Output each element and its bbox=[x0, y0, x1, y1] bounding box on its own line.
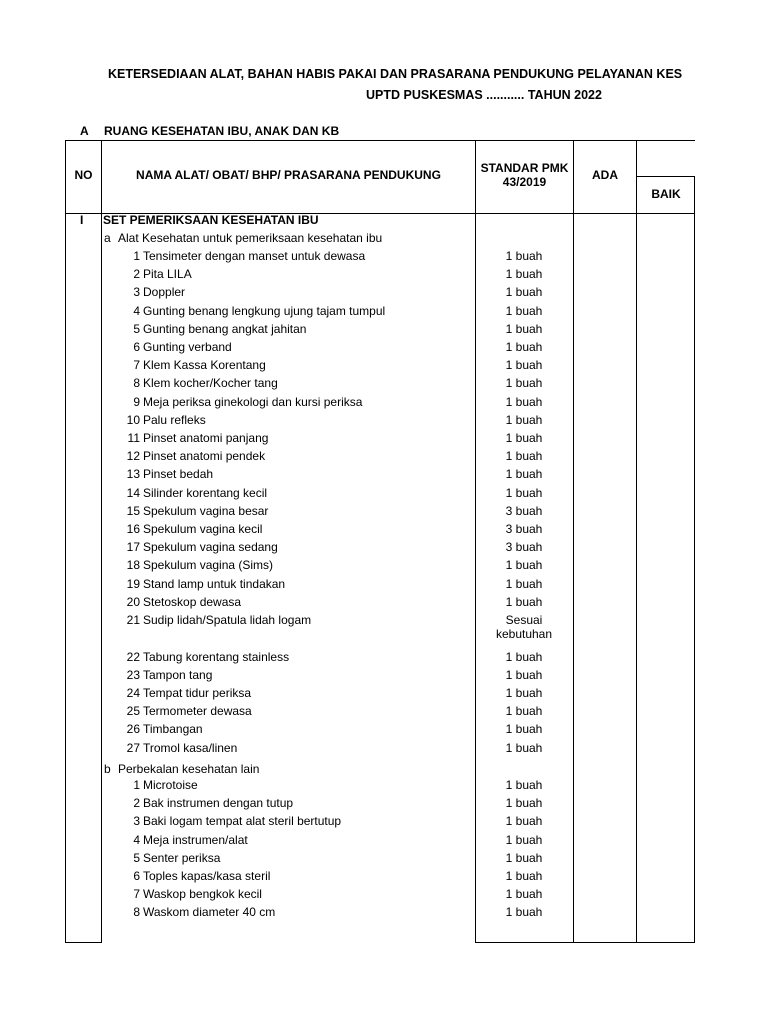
item-standard: 1 buah bbox=[505, 321, 543, 336]
item-name: Pinset anatomi pendek bbox=[143, 449, 266, 464]
item-number: 12 bbox=[126, 449, 140, 464]
item-standard: 3 buah bbox=[505, 522, 543, 536]
table-top-border bbox=[65, 140, 695, 141]
col-border-right bbox=[694, 176, 695, 943]
item-standard: 1 buah bbox=[505, 740, 543, 755]
item-number: 7 bbox=[133, 887, 140, 902]
item-standard: 1 buah bbox=[505, 887, 543, 902]
table-bottom-border bbox=[65, 942, 102, 943]
item-name: Senter periksa bbox=[143, 850, 221, 865]
section-letter: A bbox=[80, 124, 89, 138]
item-standard: 1 buah bbox=[505, 249, 543, 263]
item-number: 18 bbox=[126, 558, 140, 573]
item-standard: 1 buah bbox=[505, 449, 543, 464]
item-name: Gunting benang lengkung ujung tajam tumpul bbox=[143, 303, 386, 318]
subgroup-letter-b: b bbox=[104, 762, 111, 776]
item-name: Tampon tang bbox=[143, 667, 213, 682]
item-standard: 1 buah bbox=[505, 814, 543, 829]
item-name: Gunting benang angkat jahitan bbox=[143, 321, 307, 336]
item-number: 4 bbox=[133, 832, 140, 847]
item-name: Tempat tidur periksa bbox=[143, 685, 252, 700]
item-number: 17 bbox=[126, 540, 140, 555]
item-standard: 1 buah bbox=[505, 722, 543, 737]
item-name: Spekulum vagina (Sims) bbox=[143, 558, 274, 573]
item-name: Klem Kassa Korentang bbox=[143, 358, 266, 373]
item-name: Tensimeter dengan manset untuk dewasa bbox=[143, 249, 366, 263]
group-label: SET PEMERIKSAAN KESEHATAN IBU bbox=[103, 213, 319, 227]
item-name: Bak instrumen dengan tutup bbox=[143, 796, 294, 811]
header-baik: BAIK bbox=[651, 187, 681, 201]
item-number: 2 bbox=[133, 267, 140, 282]
item-number: 16 bbox=[126, 522, 140, 536]
item-standard: 1 buah bbox=[505, 285, 543, 300]
item-number: 25 bbox=[126, 704, 140, 719]
item-name: Tabung korentang stainless bbox=[143, 649, 290, 664]
item-name: Sudip lidah/Spatula lidah logam bbox=[143, 613, 312, 627]
item-name: Waskom diameter 40 cm bbox=[143, 905, 276, 920]
item-standard: 1 buah bbox=[505, 905, 543, 920]
item-number: 11 bbox=[127, 431, 140, 445]
item-number: 1 bbox=[133, 778, 140, 792]
item-number: 8 bbox=[133, 905, 140, 920]
group-number: I bbox=[80, 213, 84, 227]
item-name: Spekulum vagina kecil bbox=[143, 522, 263, 536]
ada-subheader-border bbox=[636, 176, 695, 177]
item-name: Pinset bedah bbox=[143, 467, 214, 482]
item-standard: 1 buah bbox=[505, 394, 543, 409]
item-standard: 1 buah bbox=[505, 796, 543, 811]
document-title-line2: UPTD PUSKESMAS ........... TAHUN 2022 bbox=[366, 88, 602, 102]
item-number: 9 bbox=[133, 394, 140, 409]
item-standard: 1 buah bbox=[505, 778, 543, 792]
item-standard: 1 buah bbox=[505, 869, 543, 883]
item-standard: 1 buah bbox=[505, 358, 543, 373]
subgroup-label-b: Perbekalan kesehatan lain bbox=[118, 762, 260, 776]
item-name: Silinder korentang kecil bbox=[143, 485, 268, 500]
item-standard: 1 buah bbox=[505, 412, 543, 427]
item-name: Stetoskop dewasa bbox=[143, 594, 242, 609]
item-name: Pita LILA bbox=[143, 267, 192, 282]
header-no: NO bbox=[74, 168, 93, 182]
item-standard: 1 buah bbox=[505, 558, 543, 573]
item-standard: 3 buah bbox=[505, 540, 543, 555]
item-number: 1 bbox=[133, 249, 140, 263]
col-border-no bbox=[101, 140, 102, 943]
item-standard: 1 buah bbox=[505, 376, 543, 391]
item-standard: 1 buah bbox=[505, 485, 543, 500]
subgroup-label-a: Alat Kesehatan untuk pemeriksaan kesehatan ibu bbox=[118, 231, 383, 245]
item-number: 3 bbox=[133, 285, 140, 300]
item-number: 20 bbox=[126, 594, 140, 609]
item-standard: 1 buah bbox=[505, 467, 543, 482]
item-number: 26 bbox=[126, 722, 140, 737]
item-number: 27 bbox=[126, 740, 140, 755]
item-number: 8 bbox=[133, 376, 140, 391]
item-standard: 1 buah bbox=[505, 594, 543, 609]
item-name: Spekulum vagina besar bbox=[143, 503, 269, 518]
document-title-line1: KETERSEDIAAN ALAT, BAHAN HABIS PAKAI DAN PRASARANA PENDUKUNG PELAYANAN KES bbox=[108, 67, 683, 81]
item-standard: 1 buah bbox=[505, 704, 543, 719]
item-standard: Sesuai bbox=[505, 613, 543, 627]
item-name: Stand lamp untuk tindakan bbox=[143, 576, 286, 591]
item-standard: 1 buah bbox=[505, 667, 543, 682]
item-standard: 1 buah bbox=[505, 685, 543, 700]
table-bottom-border-right bbox=[475, 942, 695, 943]
item-number: 24 bbox=[126, 685, 140, 700]
col-border-left bbox=[65, 140, 66, 943]
item-name: Palu refleks bbox=[143, 412, 206, 427]
item-number: 5 bbox=[133, 850, 140, 865]
item-number: 22 bbox=[126, 649, 140, 664]
item-number: 19 bbox=[126, 576, 140, 591]
item-number: 23 bbox=[126, 667, 140, 682]
item-standard-line2: kebutuhan bbox=[495, 627, 553, 641]
item-standard: 1 buah bbox=[505, 649, 543, 664]
item-name: Klem kocher/Kocher tang bbox=[143, 376, 278, 391]
item-number: 21 bbox=[126, 613, 140, 627]
item-name: Doppler bbox=[143, 285, 186, 300]
item-name: Meja instrumen/alat bbox=[143, 832, 248, 847]
header-nama: NAMA ALAT/ OBAT/ BHP/ PRASARANA PENDUKUNG bbox=[136, 168, 441, 182]
item-number: 6 bbox=[133, 869, 140, 883]
col-border-ada bbox=[636, 140, 637, 943]
item-number: 5 bbox=[133, 321, 140, 336]
item-standard: 1 buah bbox=[505, 431, 543, 445]
item-name: Microtoise bbox=[143, 778, 198, 792]
item-number: 7 bbox=[133, 358, 140, 373]
item-number: 2 bbox=[133, 796, 140, 811]
item-standard: 1 buah bbox=[505, 832, 543, 847]
header-standar: STANDAR PMK 43/2019 bbox=[480, 161, 569, 189]
item-name: Timbangan bbox=[143, 722, 203, 737]
item-name: Gunting verband bbox=[143, 340, 232, 354]
item-standard: 1 buah bbox=[505, 267, 543, 282]
item-name: Spekulum vagina sedang bbox=[143, 540, 278, 555]
item-number: 15 bbox=[126, 503, 140, 518]
item-standard: 1 buah bbox=[505, 576, 543, 591]
item-number: 13 bbox=[126, 467, 140, 482]
item-number: 10 bbox=[126, 412, 140, 427]
item-standard: 1 buah bbox=[505, 303, 543, 318]
item-number: 14 bbox=[126, 485, 140, 500]
item-number: 4 bbox=[133, 303, 140, 318]
section-title: RUANG KESEHATAN IBU, ANAK DAN KB bbox=[104, 124, 340, 138]
item-number: 3 bbox=[133, 814, 140, 829]
item-name: Tromol kasa/linen bbox=[143, 740, 238, 755]
item-name: Toples kapas/kasa steril bbox=[143, 869, 271, 883]
item-name: Baki logam tempat alat steril bertutup bbox=[143, 814, 342, 829]
item-name: Meja periksa ginekologi dan kursi periksa bbox=[143, 394, 363, 409]
item-name: Pinset anatomi panjang bbox=[143, 431, 269, 445]
item-name: Waskop bengkok kecil bbox=[143, 887, 262, 902]
item-name: Termometer dewasa bbox=[143, 704, 252, 719]
item-standard: 3 buah bbox=[505, 503, 543, 518]
subgroup-letter-a: a bbox=[104, 231, 111, 245]
item-standard: 1 buah bbox=[505, 850, 543, 865]
item-number: 6 bbox=[133, 340, 140, 354]
header-ada: ADA bbox=[592, 168, 618, 182]
item-standard: 1 buah bbox=[505, 340, 543, 354]
